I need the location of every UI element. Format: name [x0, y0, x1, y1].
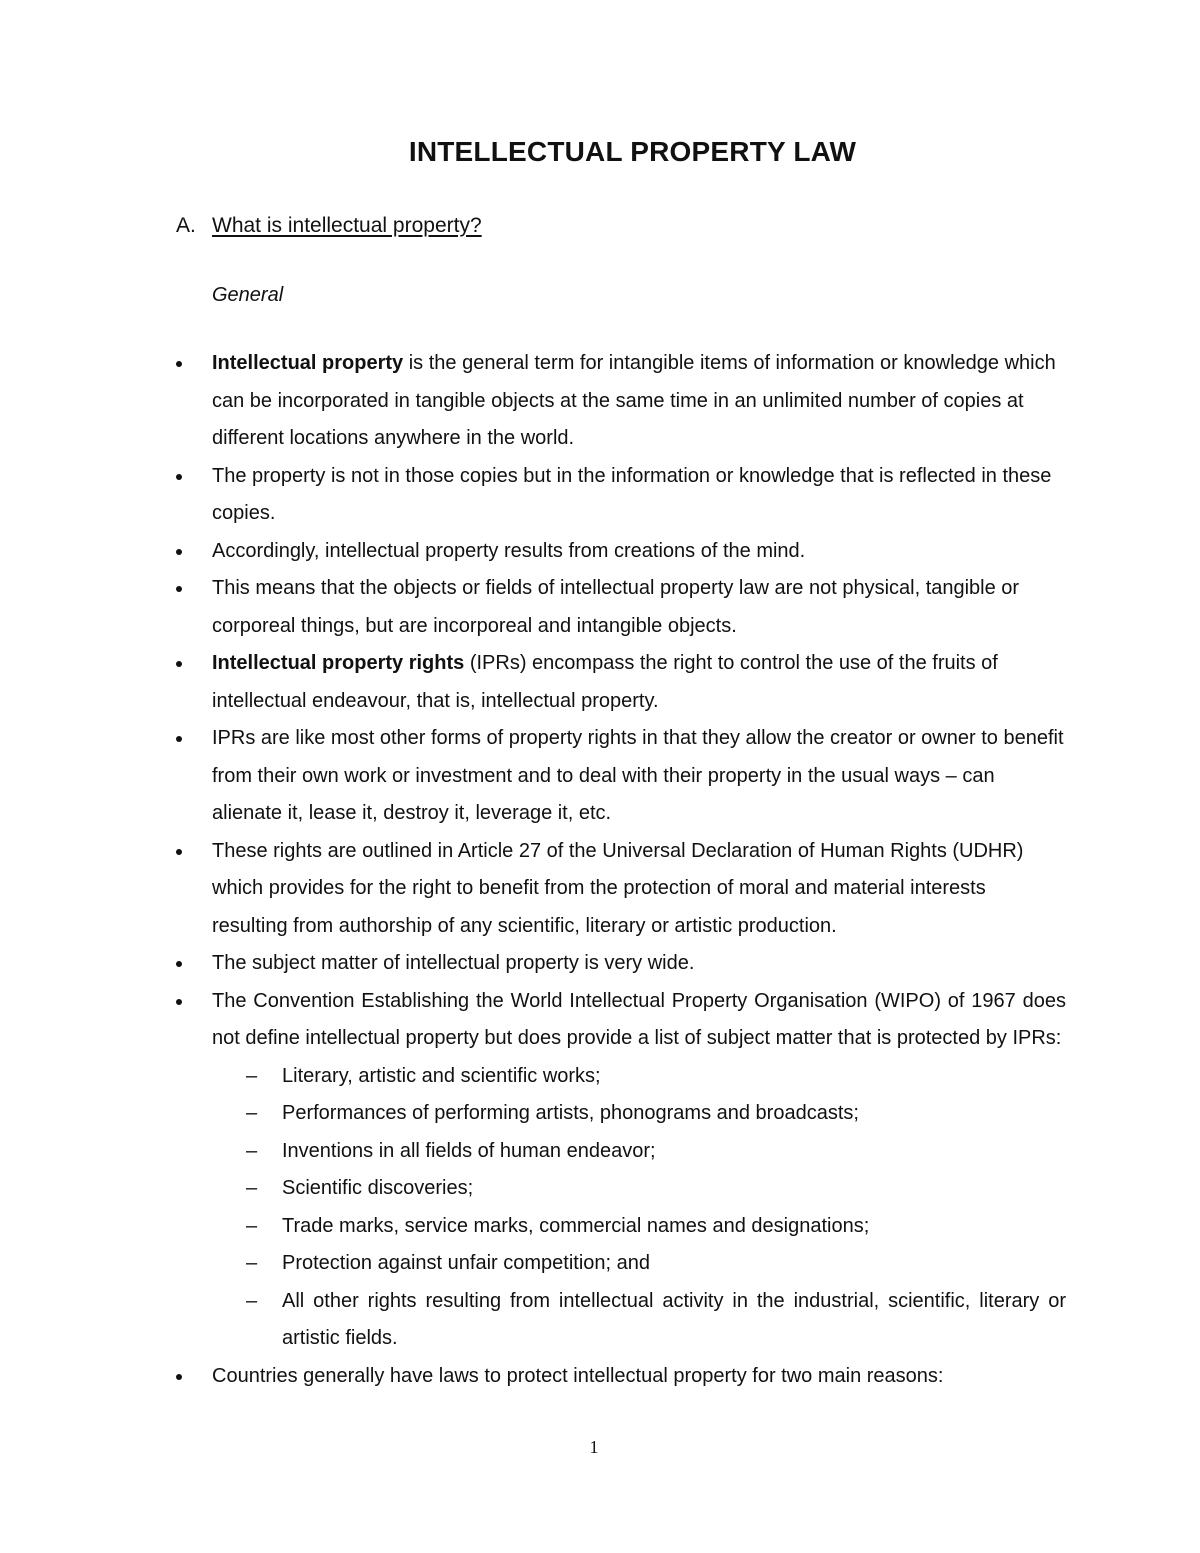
- bullet-text: IPRs are like most other forms of property rights in that they allow the creator or owner to benefit from their own work or investment and to deal with their property in the usual ways – can alienate it, lease it, destroy it, leverage it, etc.: [212, 727, 1064, 824]
- bullet-text: Countries generally have laws to protect intellectual property for two main reasons:: [212, 1364, 944, 1387]
- dash-item: – All other rights resulting from intellectual activity in the industrial, scientific, literary or artistic fields.: [212, 1283, 1066, 1358]
- page-number: 1: [589, 1437, 599, 1457]
- wipo-subject-list: [212, 1058, 1066, 1358]
- dash-item: – Inventions in all fields of human endeavor;: [212, 1133, 1066, 1171]
- bullet-text: These rights are outlined in Article 27 of the Universal Declaration of Human Rights (UDHR) which provides for the right to benefit from the protection of moral and material interests resulting from authorship of any scientific, literary or artistic production.: [212, 839, 1024, 937]
- bullet-text: The Convention Establishing the World Intellectual Property Organisation (WIPO) of 1967 does not define intellectual property but does provide a list of subject matter that is protected by IPRs:: [212, 989, 1066, 1049]
- bullet-item: [170, 645, 1066, 720]
- bullet-item: [170, 945, 1066, 983]
- bullet-item: [170, 1358, 1066, 1396]
- bullet-item: [170, 345, 1066, 458]
- bullet-item: [170, 458, 1066, 533]
- bullet-item-wipo: [170, 983, 1066, 1358]
- dash-item: – Trade marks, service marks, commercial names and designations;: [212, 1208, 1066, 1246]
- bullet-item: [170, 833, 1066, 946]
- subheading: General: [212, 284, 284, 306]
- bullet-bold-term: Intellectual property rights: [212, 652, 465, 674]
- bullet-text: Accordingly, intellectual property results from creations of the mind.: [212, 539, 806, 562]
- page-title: INTELLECTUAL PROPERTY LAW: [408, 136, 857, 167]
- bullet-text: is the general term for intangible items of information or knowledge which can be incorporated in tangible objects at the same time in an unlimited number of copies at different locations anywhere in the world.: [212, 352, 1056, 449]
- bullet-text: The subject matter of intellectual property is very wide.: [212, 952, 695, 974]
- bullet-text: The property is not in those copies but in the information or knowledge that is reflected in these copies.: [212, 464, 1052, 524]
- section-letter: A.: [176, 214, 196, 237]
- bullet-text: This means that the objects or fields of intellectual property law are not physical, tangible or corporeal things, but are incorporeal and intangible objects.: [212, 577, 1020, 637]
- bullet-item: [170, 570, 1066, 645]
- dash-item: – Protection against unfair competition; and: [212, 1245, 1066, 1283]
- bullet-item: [170, 720, 1066, 833]
- bullet-bold-term: Intellectual property: [212, 352, 404, 374]
- dash-item: – Scientific discoveries;: [212, 1170, 1066, 1208]
- section-heading: [176, 214, 482, 238]
- section-title: What is intellectual property?: [212, 214, 482, 237]
- dash-item: – Literary, artistic and scientific works;: [212, 1058, 1066, 1096]
- bullet-list: [170, 345, 1066, 1395]
- dash-item: – Performances of performing artists, phonograms and broadcasts;: [212, 1095, 1066, 1133]
- bullet-text: (IPRs) encompass the right to control the use of the fruits of intellectual endeavour, that is, intellectual property.: [212, 652, 998, 712]
- bullet-item: [170, 533, 1066, 571]
